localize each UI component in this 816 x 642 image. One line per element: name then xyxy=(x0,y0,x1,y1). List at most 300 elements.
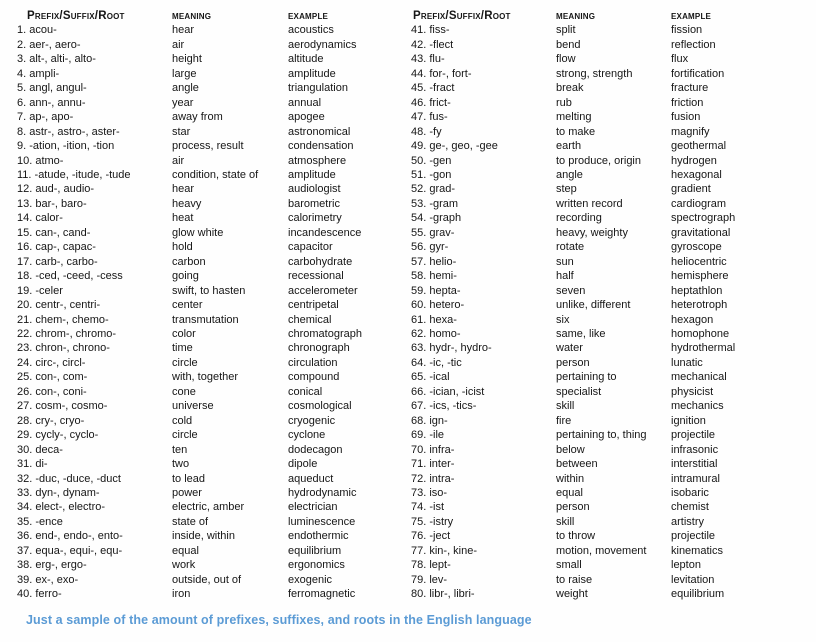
meaning-cell: two xyxy=(172,458,190,471)
meaning-cell: pertaining to xyxy=(556,371,617,384)
example-cell: projectile xyxy=(671,530,716,543)
meaning-cell: sun xyxy=(556,255,574,268)
example-cell: fortification xyxy=(671,67,725,80)
example-cell: altitude xyxy=(288,53,324,66)
left-table-body xyxy=(17,23,411,601)
prefix-cell: 79. lev- xyxy=(411,573,448,586)
meaning-cell: state of xyxy=(172,515,209,528)
example-cell: geothermal xyxy=(671,140,727,153)
prefix-cell: 37. equa-, equi-, equ- xyxy=(17,544,123,557)
example-cell: equilibrium xyxy=(671,588,725,601)
meaning-cell: outside, out of xyxy=(172,573,242,586)
table-row xyxy=(411,558,800,572)
prefix-cell: 10. atmo- xyxy=(17,154,64,167)
meaning-cell: air xyxy=(172,154,185,167)
example-cell: chronograph xyxy=(288,342,350,355)
meaning-cell: equal xyxy=(172,544,199,557)
example-cell: capacitor xyxy=(288,241,333,254)
table-row xyxy=(411,154,800,168)
prefix-cell: 33. dyn-, dynam- xyxy=(17,486,100,499)
table-row xyxy=(411,52,800,66)
table-row xyxy=(411,515,800,529)
example-cell: physicist xyxy=(671,385,714,398)
meaning-cell: large xyxy=(172,67,197,80)
prefix-cell: 29. cycly-, cyclo- xyxy=(17,429,99,442)
meaning-cell: to lead xyxy=(172,472,206,485)
table-row xyxy=(17,327,411,341)
prefix-cell: 17. carb-, carbo- xyxy=(17,255,98,268)
example-cell: hemisphere xyxy=(671,270,729,283)
prefix-cell: 48. -fy xyxy=(411,125,442,138)
table-row xyxy=(411,457,800,471)
meaning-cell: strong, strength xyxy=(556,67,633,80)
table-row xyxy=(17,529,411,543)
prefix-cell: 38. erg-, ergo- xyxy=(17,559,87,572)
prefix-cell: 69. -ile xyxy=(411,429,445,442)
table-row xyxy=(411,226,800,240)
table-row xyxy=(17,67,411,81)
meaning-cell: water xyxy=(556,342,583,355)
prefix-cell: 53. -gram xyxy=(411,197,459,210)
example-cell: conical xyxy=(288,385,323,398)
prefix-cell: 78. lept- xyxy=(411,559,451,572)
example-cell: centripetal xyxy=(288,299,339,312)
prefix-cell: 71. inter- xyxy=(411,458,455,471)
meaning-cell: pertaining to, thing xyxy=(556,429,647,442)
example-cell: cosmological xyxy=(288,400,352,413)
table-row xyxy=(411,81,800,95)
table-row xyxy=(17,197,411,211)
table-row xyxy=(17,284,411,298)
example-cell: gyroscope xyxy=(671,241,722,254)
table-row xyxy=(411,255,800,269)
column-header-example: example xyxy=(288,10,329,22)
table-row xyxy=(411,443,800,457)
prefix-cell: 6. ann-, annu- xyxy=(17,96,86,109)
example-cell: fracture xyxy=(671,82,709,95)
prefix-cell: 3. alt-, alti-, alto- xyxy=(17,53,96,66)
example-cell: projectile xyxy=(671,429,716,442)
example-cell: accelerometer xyxy=(288,284,358,297)
meaning-cell: equal xyxy=(556,486,583,499)
prefix-cell: 50. -gen xyxy=(411,154,452,167)
meaning-cell: weight xyxy=(556,588,588,601)
meaning-cell: to produce, origin xyxy=(556,154,641,167)
meaning-cell: hear xyxy=(172,24,195,37)
meaning-cell: circle xyxy=(172,429,198,442)
example-cell: triangulation xyxy=(288,82,348,95)
prefix-cell: 47. fus- xyxy=(411,111,448,124)
table-row xyxy=(17,370,411,384)
table-row xyxy=(411,139,800,153)
meaning-cell: earth xyxy=(556,140,582,153)
tables-container xyxy=(17,9,816,602)
prefix-cell: 41. fiss- xyxy=(411,24,450,37)
example-cell: equilibrium xyxy=(288,544,342,557)
meaning-cell: specialist xyxy=(556,385,602,398)
example-cell: apogee xyxy=(288,111,325,124)
example-cell: heliocentric xyxy=(671,255,727,268)
table-row xyxy=(17,428,411,442)
table-row xyxy=(17,573,411,587)
prefix-cell: 2. aer-, aero- xyxy=(17,38,81,51)
right-table-header-row xyxy=(411,9,800,23)
table-row xyxy=(17,23,411,37)
meaning-cell: electric, amber xyxy=(172,501,245,514)
table-row xyxy=(17,486,411,500)
prefix-cell: 43. flu- xyxy=(411,53,445,66)
table-row xyxy=(17,472,411,486)
meaning-cell: half xyxy=(556,270,574,283)
prefix-cell: 13. bar-, baro- xyxy=(17,197,87,210)
example-cell: spectrograph xyxy=(671,212,736,225)
prefix-cell: 62. homo- xyxy=(411,327,461,340)
table-row xyxy=(17,110,411,124)
prefix-cell: 49. ge-, geo, -gee xyxy=(411,140,498,153)
right-table xyxy=(411,9,800,602)
example-cell: ergonomics xyxy=(288,559,345,572)
prefix-cell: 31. di- xyxy=(17,458,48,471)
prefix-cell: 68. ign- xyxy=(411,414,448,427)
example-cell: gravitational xyxy=(671,226,731,239)
table-row xyxy=(411,197,800,211)
meaning-cell: step xyxy=(556,183,577,196)
example-cell: interstitial xyxy=(671,458,718,471)
prefix-cell: 76. -ject xyxy=(411,530,451,543)
example-cell: fission xyxy=(671,24,703,37)
example-cell: chromatograph xyxy=(288,327,362,340)
table-row xyxy=(17,240,411,254)
meaning-cell: person xyxy=(556,501,590,514)
column-header-example: example xyxy=(671,10,712,22)
left-table xyxy=(17,9,411,602)
example-cell: hexagonal xyxy=(671,168,722,181)
meaning-cell: inside, within xyxy=(172,530,235,543)
example-cell: atmosphere xyxy=(288,154,347,167)
prefix-cell: 74. -ist xyxy=(411,501,445,514)
meaning-cell: break xyxy=(556,82,584,95)
prefix-cell: 64. -ic, -tic xyxy=(411,356,462,369)
example-cell: electrician xyxy=(288,501,338,514)
meaning-cell: small xyxy=(556,559,582,572)
table-row xyxy=(411,269,800,283)
meaning-cell: angle xyxy=(556,168,583,181)
example-cell: lepton xyxy=(671,559,701,572)
prefix-cell: 60. hetero- xyxy=(411,299,465,312)
prefix-cell: 58. hemi- xyxy=(411,270,457,283)
prefix-cell: 36. end-, endo-, ento- xyxy=(17,530,123,543)
example-cell: circulation xyxy=(288,356,338,369)
example-cell: annual xyxy=(288,96,322,109)
table-row xyxy=(411,96,800,110)
meaning-cell: height xyxy=(172,53,202,66)
table-row xyxy=(17,168,411,182)
example-cell: ferromagnetic xyxy=(288,588,356,601)
meaning-cell: split xyxy=(556,24,576,37)
table-row xyxy=(17,52,411,66)
prefix-cell: 22. chrom-, chromo- xyxy=(17,327,117,340)
prefix-cell: 23. chron-, chrono- xyxy=(17,342,110,355)
meaning-cell: with, together xyxy=(172,371,239,384)
meaning-cell: unlike, different xyxy=(556,299,631,312)
table-row xyxy=(17,154,411,168)
prefix-cell: 65. -ical xyxy=(411,371,450,384)
meaning-cell: heavy, weighty xyxy=(556,226,628,239)
meaning-cell: away from xyxy=(172,111,223,124)
prefix-cell: 72. intra- xyxy=(411,472,455,485)
table-row xyxy=(17,587,411,601)
prefix-cell: 56. gyr- xyxy=(411,241,449,254)
meaning-cell: heat xyxy=(172,212,194,225)
meaning-cell: within xyxy=(556,472,585,485)
prefix-cell: 24. circ-, circl- xyxy=(17,356,86,369)
example-cell: hydrogen xyxy=(671,154,717,167)
meaning-cell: to make xyxy=(556,125,596,138)
example-cell: friction xyxy=(671,96,704,109)
table-row xyxy=(411,313,800,327)
prefix-cell: 19. -celer xyxy=(17,284,63,297)
meaning-cell: year xyxy=(172,96,194,109)
prefix-cell: 39. ex-, exo- xyxy=(17,573,79,586)
prefix-cell: 45. -fract xyxy=(411,82,455,95)
meaning-cell: air xyxy=(172,38,185,51)
example-cell: dipole xyxy=(288,458,318,471)
prefix-cell: 15. can-, cand- xyxy=(17,226,91,239)
example-cell: cyclone xyxy=(288,429,326,442)
prefix-cell: 59. hepta- xyxy=(411,284,461,297)
prefix-cell: 80. libr-, libri- xyxy=(411,588,475,601)
example-cell: artistry xyxy=(671,515,704,528)
table-row xyxy=(411,486,800,500)
prefix-cell: 8. astr-, astro-, aster- xyxy=(17,125,120,138)
example-cell: isobaric xyxy=(671,486,709,499)
meaning-cell: swift, to hasten xyxy=(172,284,246,297)
prefix-cell: 63. hydr-, hydro- xyxy=(411,342,492,355)
prefix-cell: 55. grav- xyxy=(411,226,455,239)
example-cell: amplitude xyxy=(288,67,336,80)
meaning-cell: six xyxy=(556,313,570,326)
prefix-cell: 57. helio- xyxy=(411,255,457,268)
prefix-cell: 1. acou- xyxy=(17,24,57,37)
meaning-cell: power xyxy=(172,486,202,499)
example-cell: exogenic xyxy=(288,573,333,586)
table-row xyxy=(411,23,800,37)
example-cell: astronomical xyxy=(288,125,351,138)
example-cell: hydrothermal xyxy=(671,342,736,355)
meaning-cell: glow white xyxy=(172,226,224,239)
table-row xyxy=(411,399,800,413)
table-row xyxy=(17,255,411,269)
column-header-prefix-suffix-root: Prefix/Suffix/Root xyxy=(27,10,125,22)
example-cell: audiologist xyxy=(288,183,341,196)
example-cell: chemist xyxy=(671,501,709,514)
example-cell: carbohydrate xyxy=(288,255,353,268)
meaning-cell: time xyxy=(172,342,193,355)
table-row xyxy=(411,573,800,587)
column-header-prefix-suffix-root: Prefix/Suffix/Root xyxy=(413,10,511,22)
column-header-meaning: meaning xyxy=(556,10,596,22)
example-cell: aqueduct xyxy=(288,472,334,485)
table-row xyxy=(17,457,411,471)
prefix-cell: 73. iso- xyxy=(411,486,448,499)
meaning-cell: cold xyxy=(172,414,193,427)
table-row xyxy=(411,168,800,182)
meaning-cell: circle xyxy=(172,356,198,369)
prefix-cell: 5. angl, angul- xyxy=(17,82,87,95)
prefix-cell: 9. -ation, -ition, -tion xyxy=(17,140,115,153)
prefix-cell: 77. kin-, kine- xyxy=(411,544,478,557)
meaning-cell: rotate xyxy=(556,241,585,254)
table-row xyxy=(17,226,411,240)
example-cell: fusion xyxy=(671,111,701,124)
prefix-cell: 70. infra- xyxy=(411,443,455,456)
example-cell: chemical xyxy=(288,313,332,326)
prefix-cell: 26. con-, coni- xyxy=(17,385,87,398)
meaning-cell: condition, state of xyxy=(172,168,259,181)
column-header-meaning: meaning xyxy=(172,10,212,22)
meaning-cell: same, like xyxy=(556,327,606,340)
example-cell: gradient xyxy=(671,183,711,196)
right-table-body xyxy=(411,23,800,601)
meaning-cell: bend xyxy=(556,38,581,51)
meaning-cell: carbon xyxy=(172,255,206,268)
meaning-cell: seven xyxy=(556,284,586,297)
prefix-cell: 7. ap-, apo- xyxy=(17,111,74,124)
prefix-cell: 14. calor- xyxy=(17,212,63,225)
table-row xyxy=(411,211,800,225)
prefix-cell: 66. -ician, -icist xyxy=(411,385,485,398)
prefix-cell: 32. -duc, -duce, -duct xyxy=(17,472,121,485)
example-cell: cryogenic xyxy=(288,414,336,427)
prefix-cell: 16. cap-, capac- xyxy=(17,241,96,254)
prefix-cell: 21. chem-, chemo- xyxy=(17,313,109,326)
example-cell: levitation xyxy=(671,573,715,586)
example-cell: hexagon xyxy=(671,313,714,326)
example-cell: amplitude xyxy=(288,168,336,181)
table-row xyxy=(411,428,800,442)
caption: Just a sample of the amount of prefixes, suffixes, and roots in the English language xyxy=(26,612,532,627)
table-row xyxy=(411,38,800,52)
meaning-cell: fire xyxy=(556,414,572,427)
meaning-cell: iron xyxy=(172,588,191,601)
prefix-cell: 27. cosm-, cosmo- xyxy=(17,400,108,413)
meaning-cell: cone xyxy=(172,385,196,398)
example-cell: flux xyxy=(671,53,689,66)
table-row xyxy=(411,182,800,196)
example-cell: ignition xyxy=(671,414,706,427)
prefix-cell: 46. frict- xyxy=(411,96,451,109)
table-row xyxy=(411,472,800,486)
example-cell: heptathlon xyxy=(671,284,723,297)
table-row xyxy=(17,139,411,153)
table-row xyxy=(17,211,411,225)
meaning-cell: skill xyxy=(556,400,575,413)
table-row xyxy=(411,385,800,399)
example-cell: dodecagon xyxy=(288,443,343,456)
table-row xyxy=(17,558,411,572)
prefix-cell: 30. deca- xyxy=(17,443,63,456)
table-row xyxy=(17,269,411,283)
prefix-cell: 51. -gon xyxy=(411,168,452,181)
meaning-cell: universe xyxy=(172,400,214,413)
table-row xyxy=(411,284,800,298)
table-row xyxy=(411,327,800,341)
table-row xyxy=(411,110,800,124)
prefix-cell: 44. for-, fort- xyxy=(411,67,472,80)
meaning-cell: process, result xyxy=(172,140,244,153)
table-row xyxy=(17,443,411,457)
prefix-cell: 40. ferro- xyxy=(17,588,62,601)
table-row xyxy=(17,544,411,558)
example-cell: magnify xyxy=(671,125,710,138)
prefix-cell: 61. hexa- xyxy=(411,313,457,326)
table-row xyxy=(411,125,800,139)
prefix-cell: 25. con-, com- xyxy=(17,371,88,384)
table-row xyxy=(17,500,411,514)
prefix-cell: 34. elect-, electro- xyxy=(17,501,106,514)
table-row xyxy=(411,370,800,384)
example-cell: cardiogram xyxy=(671,197,727,210)
example-cell: homophone xyxy=(671,327,730,340)
prefix-cell: 67. -ics, -tics- xyxy=(411,400,477,413)
prefix-cell: 35. -ence xyxy=(17,515,63,528)
meaning-cell: between xyxy=(556,458,598,471)
table-row xyxy=(411,298,800,312)
meaning-cell: ten xyxy=(172,443,188,456)
table-row xyxy=(17,515,411,529)
example-cell: calorimetry xyxy=(288,212,342,225)
example-cell: compound xyxy=(288,371,340,384)
prefix-cell: 28. cry-, cryo- xyxy=(17,414,85,427)
table-row xyxy=(411,240,800,254)
example-cell: mechanics xyxy=(671,400,724,413)
meaning-cell: going xyxy=(172,270,199,283)
meaning-cell: transmutation xyxy=(172,313,239,326)
meaning-cell: to raise xyxy=(556,573,593,586)
example-cell: mechanical xyxy=(671,371,727,384)
meaning-cell: heavy xyxy=(172,197,202,210)
prefix-cell: 4. ampli- xyxy=(17,67,60,80)
prefix-cell: 75. -istry xyxy=(411,515,454,528)
meaning-cell: flow xyxy=(556,53,576,66)
table-row xyxy=(17,356,411,370)
prefix-cell: 52. grad- xyxy=(411,183,456,196)
table-row xyxy=(17,313,411,327)
meaning-cell: melting xyxy=(556,111,592,124)
meaning-cell: work xyxy=(172,559,196,572)
prefix-cell: 18. -ced, -ceed, -cess xyxy=(17,270,123,283)
prefix-cell: 11. -atude, -itude, -tude xyxy=(17,168,131,181)
left-table-header-row xyxy=(17,9,411,23)
table-row xyxy=(17,399,411,413)
table-row xyxy=(17,81,411,95)
example-cell: heterotroph xyxy=(671,299,728,312)
table-row xyxy=(17,341,411,355)
example-cell: luminescence xyxy=(288,515,356,528)
table-row xyxy=(17,125,411,139)
example-cell: kinematics xyxy=(671,544,723,557)
meaning-cell: hear xyxy=(172,183,195,196)
example-cell: aerodynamics xyxy=(288,38,357,51)
table-row xyxy=(411,544,800,558)
meaning-cell: recording xyxy=(556,212,602,225)
example-cell: barometric xyxy=(288,197,340,210)
table-row xyxy=(411,500,800,514)
example-cell: recessional xyxy=(288,270,344,283)
prefix-cell: 54. -graph xyxy=(411,212,462,225)
table-row xyxy=(17,38,411,52)
meaning-cell: written record xyxy=(556,197,623,210)
